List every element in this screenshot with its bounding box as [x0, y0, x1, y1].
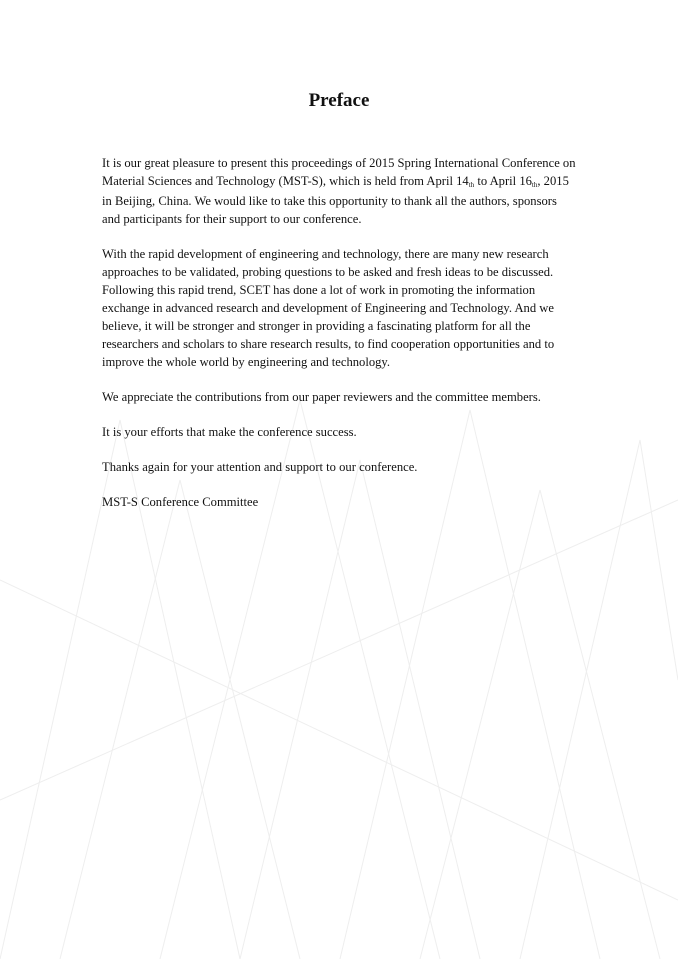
intro-text-part-1: It is our great pleasure to present this proceedings of 2015 Spring International Conference on Material Sciences and Technology (MST-S), which is held from April 14 [102, 156, 576, 188]
paragraph-development: With the rapid development of engineering and technology, there are many new research approaches to be validated, probing questions to be asked and fresh ideas to be discussed. Following this rapid trend, SCET has done a lot of work in promoting the information exchange in advanced research and development of Engineering and Technology. And we believe, it will be stronger and stronger in providing a fascinating platform for all the researchers and scholars to share research results, to find cooperation opportunities and to improve the whole world by engineering and technology. [102, 247, 555, 369]
preface-body [102, 154, 578, 528]
paragraph-intro [102, 154, 578, 228]
ordinal-suffix: th [468, 181, 475, 189]
ordinal-suffix: th [531, 181, 538, 189]
paragraph-appreciation: We appreciate the contributions from our paper reviewers and the committee members. [102, 390, 541, 404]
intro-text-part-2: to April 16 [474, 174, 532, 188]
intro-text-part-3: , 2015 in Beijing, China. We would like to take this opportunity to thank all the authors, sponsors and participants for their support to our conference. [102, 174, 569, 226]
paragraph-efforts: It is your efforts that make the conference success. [102, 425, 357, 439]
page-title: Preface [308, 90, 370, 111]
signature-committee: MST-S Conference Committee [102, 495, 259, 509]
paragraph-thanks: Thanks again for your attention and support to our conference. [102, 460, 418, 474]
